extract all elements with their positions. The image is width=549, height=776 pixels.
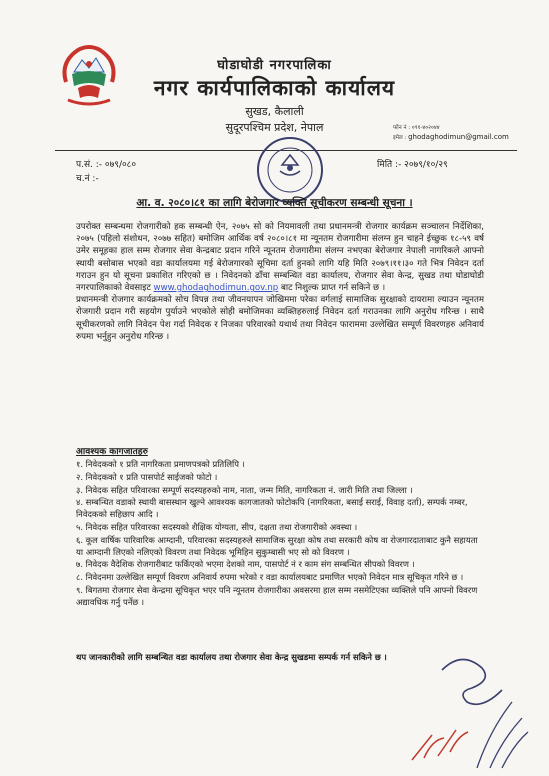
list-item: ४. सम्बन्धित वडाको स्थायी बासस्थान खुल्ने आवश्यक कागजातको फोटोकपि (नागरिकता, बसाई सराई, विवाह दर्ता), सम्पर्क नम्बर, निवेदकको सहिछाप आदि । (76, 497, 468, 520)
list-item: १. निवेदकको १ प्रति नागरिकता प्रमाणपत्रको प्रतिलिपि । (76, 459, 245, 469)
office-province: सुदूरपश्चिम प्रदेश, नेपाल (225, 121, 324, 134)
website-link[interactable]: www.ghodaghodimun.gov.np (153, 283, 279, 294)
footer-note: थप जानकारीको लागि सम्बन्धित वडा कार्यालय तथा रोजगार सेवा केन्द्र सुखडमा सम्पर्क गर्न सकिने छ । (76, 652, 387, 662)
contact-block (393, 124, 509, 143)
list-item: ६. कूल वार्षिक पारिवारिक आम्दानी, परिवारका सदस्यहरुले सामाजिक सुरक्षा कोष तथा सरकारी कोष वा रोजगारदाताबाट कुनै सहायता या आम्दानी लिएको नलिएको विवरण तथा निवेदक भूमिहिन सुकुम्बासी भए सो को विवरण । (76, 534, 478, 557)
handwritten-signature-icon (372, 640, 532, 770)
documents-list (76, 459, 481, 610)
list-item: ८. निवेदनमा उल्लेखित सम्पूर्ण विवरण अनिवार्य रुपमा भरेको र वडा कार्यालयबाट प्रमाणित भएको निवेदन मात्र सूचिकृत गरिने छ । (76, 572, 464, 583)
list-item: ५. निवेदक सहित परिवारका सदस्यको शैक्षिक योग्यता, सीप, दक्षता तथा रोजगारीको अवस्था । (76, 521, 358, 532)
office-seal-icon (255, 135, 325, 205)
list-item: ७. निवेदक वैदेशिक रोजगारीबाट फर्किएको भएमा देशको नाम, पासपोर्ट नं र काम संग सम्बन्धित सीपको विवरण । (76, 559, 415, 570)
paragraph-1: उपरोक्त सम्बन्धमा रोजगारीको हक सम्बन्धी ऐन, २०७५ सो को नियमावली तथा प्रधानमन्त्री रोजगार कार्यक्रम सञ्चालन निर्देशिका, २०७५ (पहिलो संशोधन, २०७७ सहित) बमोजिम आर्थिक वर्ष २०८०।८१ मा न्यूनतम रोजगारीमा संलग्न हुन चाहने ईच्छुक १८-५९ वर्ष उमेर समूहका हाल सम्म रोजगार सेवा केन्द्रबाट प्रदान गरिने न्यूनतम रोजगारीमा संलग्न नभएका बेरोजगार नेपाली नागरिकले आफ्नो स्थायी बसोबास भएको वडा कार्यालयमा गई बेरोजगारको सूचिमा दर्ता हुनको लागि यहि मिति २०७९।११।३० गते भित्र निवेदन दर्ता गराउन हुन यो सूचना प्रकाशित गरिएको छ । निवेदनको ढाँचा सम्बन्धित वडा कार्यालय, रोजगार सेवा केन्द्र, सुखड तथा घोडाघोडी नगरपालिकाको वेवसाइट www.ghodaghodimun.gov.np बाट निशुल्क प्राप्त गर्न सकिने छ । (76, 222, 484, 294)
municipality-name: घोडाघोडी नगरपालिका (217, 58, 332, 73)
office-city: सुखड, कैलाली (245, 105, 304, 118)
list-item: ९. बिगतमा रोजगार सेवा केन्द्रमा सूचिकृत भएर पनि न्यूनतम रोजगारीका अवसरमा हाल सम्म नसमेटिएका व्यक्तिले पनि आफ्नो विवरण अद्यावधिक गर्नु पर्नेछ । (76, 584, 478, 607)
email-label: इमेल : (393, 135, 407, 141)
phone-number: फोन नं : ०९१-४०२०४४ (393, 125, 440, 131)
list-item: २. निवेदकको १ प्रति पासपोर्ट साईजको फोटो । (76, 471, 218, 482)
letter-date: मिति :- २०७९/१०/२९ (377, 160, 448, 170)
office-name: नगर कार्यपालिकाको कार्यालय (153, 76, 396, 100)
paragraph-2: प्रधानमन्त्री रोजगार कार्यक्रमको सोच विपन्न तथा जीवनयापन जोखिममा परेका वर्गलाई सामाजिक सुरक्षाको दायरामा ल्याउन न्यूनतम रोजगारी प्रदान गरी सहयोग पुर्याउने भएकोले सोही बमोजिमका व्यक्तिहरुलाई निवेदन दर्ता गराउनका लागि अनुरोध गरिन्छ । साथै सूचीकरणको लागि निवेदन पेश गर्दा निवेदक र निजका परिवारको यथार्थ तथा निवेदन फाराममा उल्लेखित सम्पूर्ण विवरणहरु अनिवार्य रुपमा भर्नुहुन अनुरोध गरिन्छ । (76, 295, 484, 342)
notice-title: आ. व. २०८०।८१ का लागि बेरोजगार व्यक्ति सूचीकरण सम्बन्धी सूचना । (136, 197, 413, 209)
list-item: ३. निवेदक सहित परिवारका सम्पूर्ण सदस्यहरुको नाम, नाता, जन्म मिति, नागरिकता नं. जारी मिति तथा जिल्ला । (76, 484, 413, 495)
dispatch-number: च.नं :- (76, 174, 99, 184)
email-address: ghodaghodimun@gmail.com (408, 133, 509, 141)
documents-heading: आवश्यक कागजातहरु (76, 447, 148, 457)
reference-number: प.सं. :- ०७९/०८० (76, 160, 137, 170)
notice-body (76, 221, 484, 343)
